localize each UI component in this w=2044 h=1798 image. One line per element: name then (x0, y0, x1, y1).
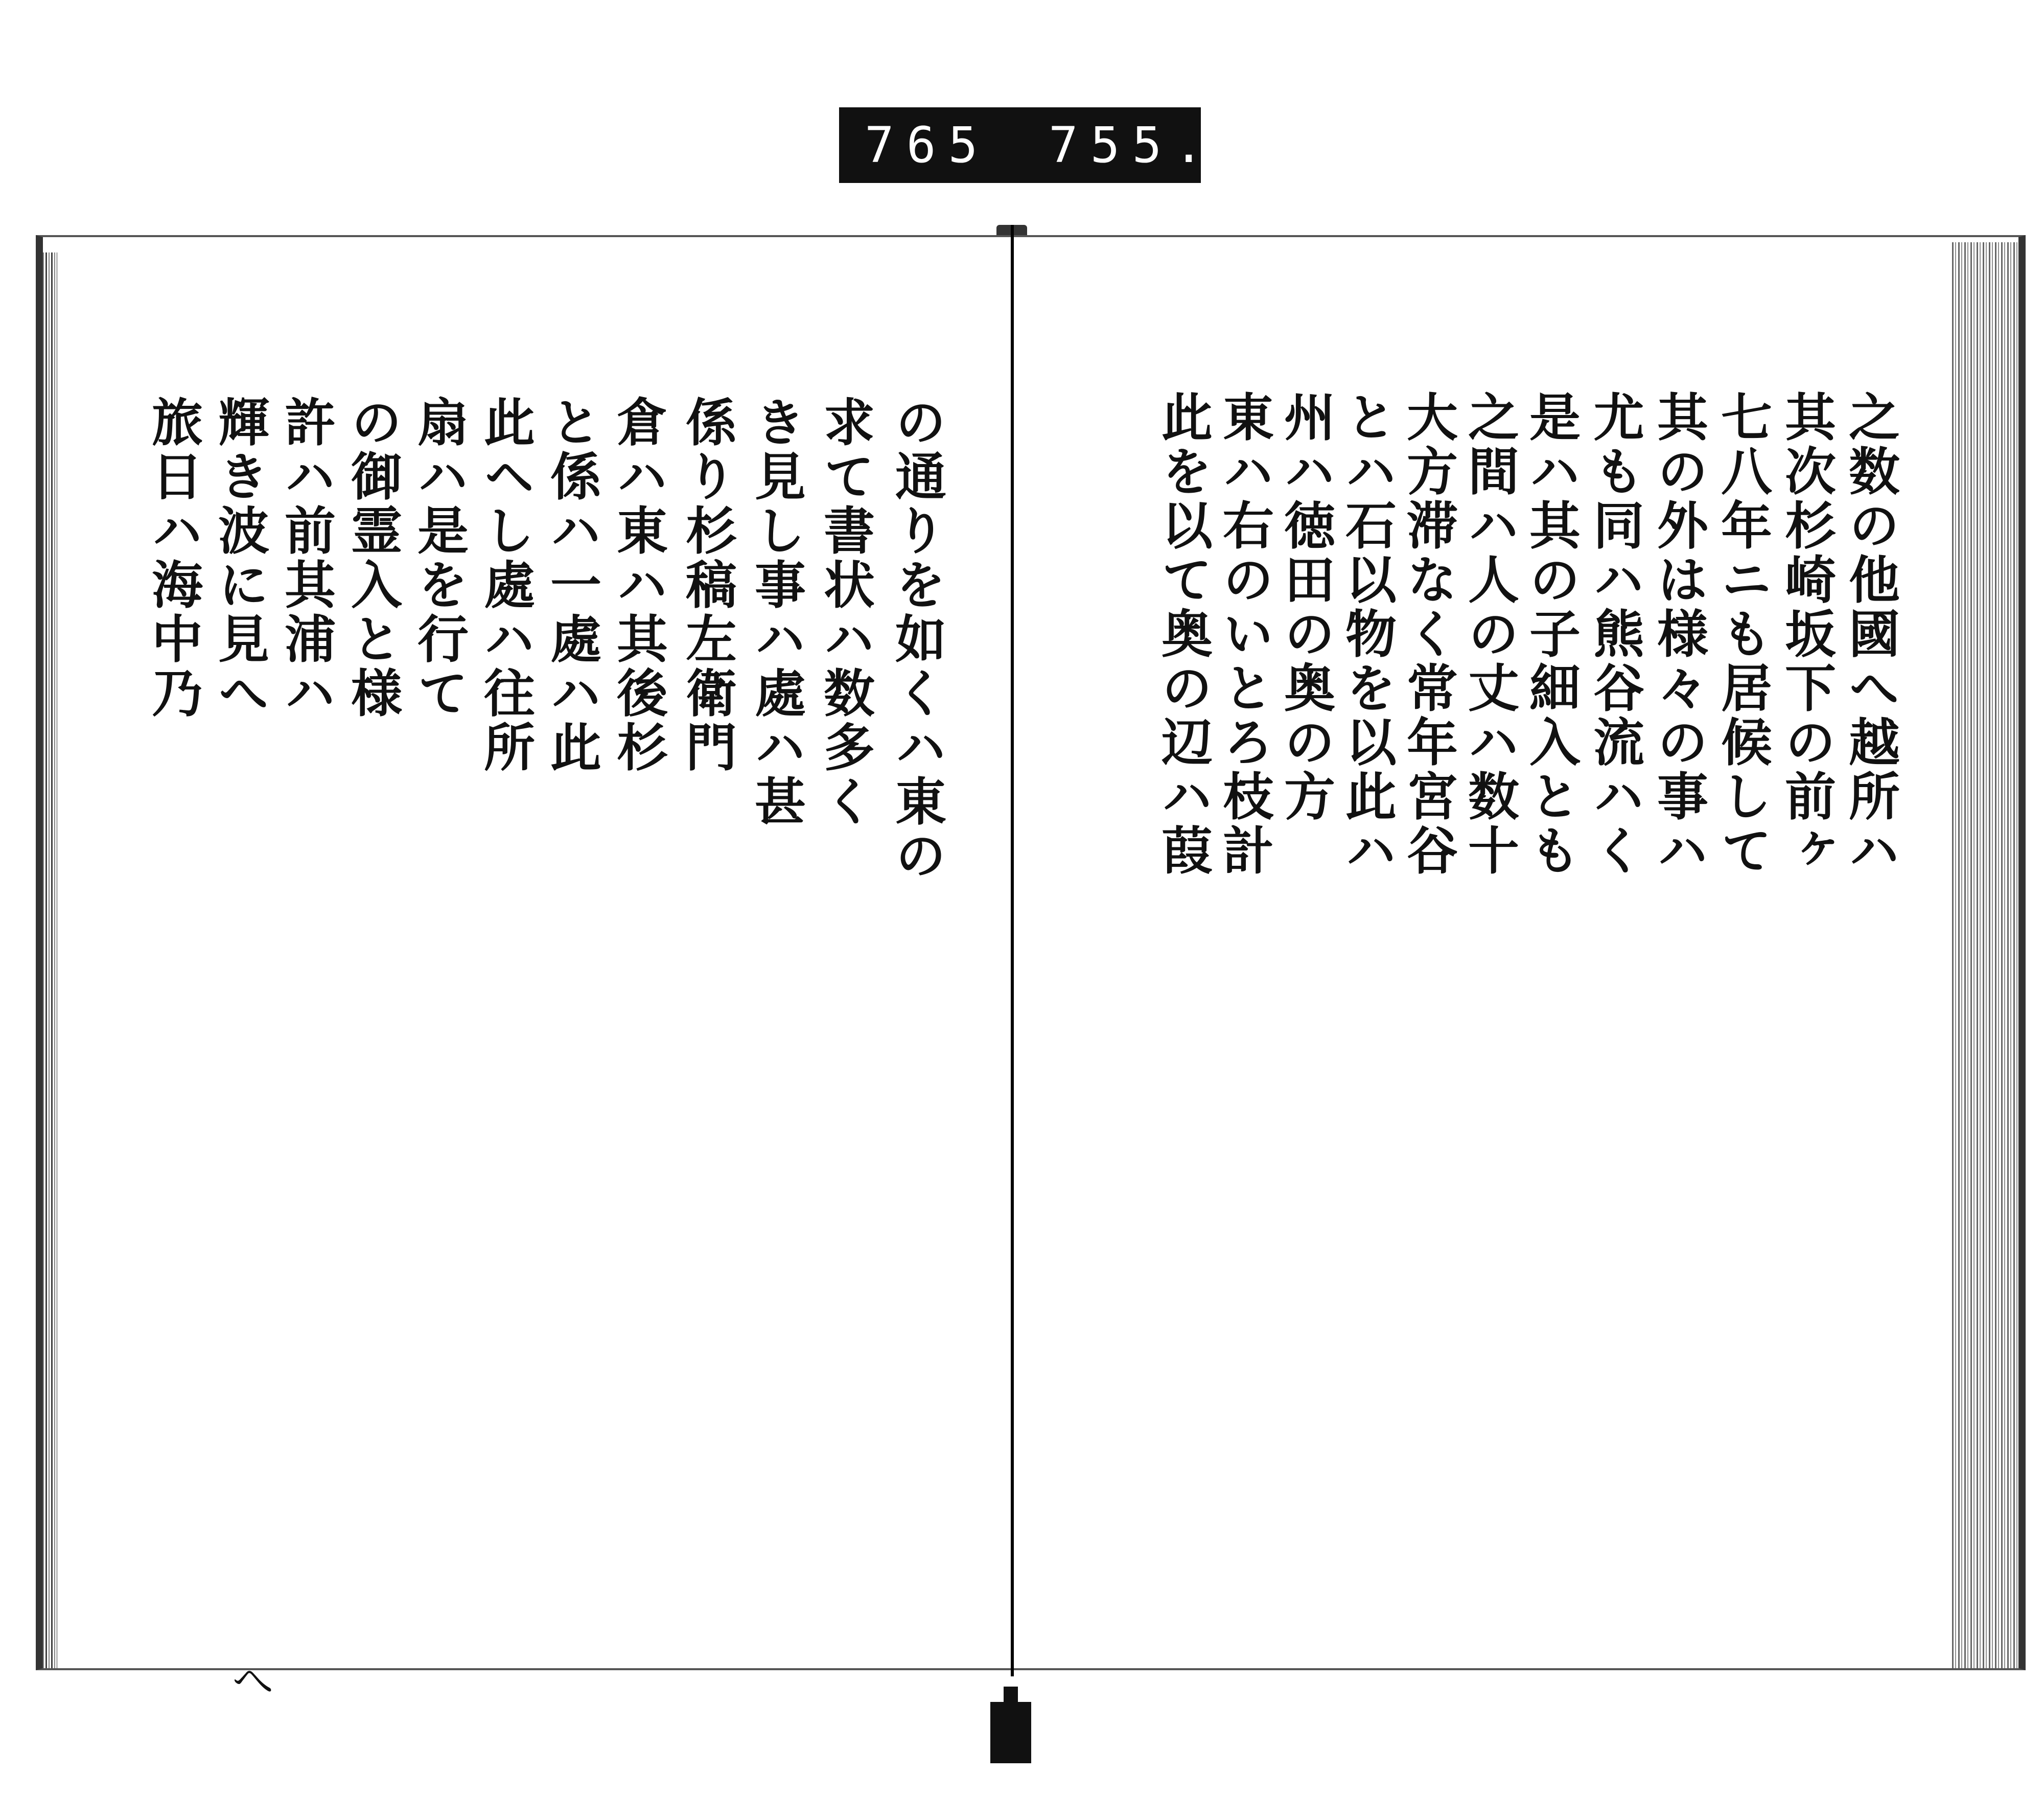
left-text-column: 旅日ハ海中乃 (143, 396, 203, 721)
left-text-column: 此ヘし處ハ往所 (475, 396, 536, 775)
left-text-column: の御霊入と様 (342, 396, 403, 721)
book-gutter (1011, 225, 1014, 1676)
right-text-column: とハ石以物を以此ハ (1337, 390, 1397, 878)
right-text-column: 七八年ニも居候して (1712, 390, 1773, 878)
left-text-column: 係り杉稿左衛門 (677, 396, 737, 775)
right-text-column: 是ハ其の子細入とも (1521, 390, 1581, 878)
right-text-column: 州ハ徳田の奥の方 (1275, 390, 1336, 824)
catalogue-number-primary: 765 (865, 117, 990, 174)
right-page (1014, 235, 2026, 1670)
catalogue-number-label (839, 107, 1216, 183)
right-text-column: 尤も同ハ熊谷流ハく (1585, 390, 1645, 878)
catalogue-number-secondary: 755. (1049, 117, 1216, 174)
left-text-column: き見し事ハ處ハ甚 (746, 396, 806, 829)
left-text-column: 輝き波に見へ (210, 396, 270, 721)
left-page (36, 235, 1016, 1670)
right-text-column: 其の外は様々の事ハ (1648, 390, 1709, 878)
page-corner-mark: へ (233, 1657, 273, 1705)
binding-tab (990, 1702, 1031, 1763)
left-text-column: 倉ハ東ハ其後杉 (608, 396, 668, 775)
left-text-column: 許ハ前其浦ハ (276, 396, 336, 721)
right-text-column: 其次杉崎坂下の前ヶ (1776, 390, 1837, 878)
right-text-column: 之数の他國へ越所ハ (1840, 390, 1900, 878)
right-text-column: 大方滞なく常年宮谷 (1398, 390, 1458, 878)
open-book (36, 225, 2029, 1687)
right-text-column: 之間ハ人の丈ハ数十 (1459, 390, 1520, 878)
right-text-column: 此を以て奥の辺ハ葭 (1153, 390, 1213, 878)
right-text-column: 東ハ右のいとろ枝計 (1214, 390, 1274, 878)
left-text-column: 求て書状ハ数多く (815, 396, 875, 829)
left-text-column: 扇ハ是を行て (409, 396, 469, 721)
left-text-column: の通りを如くハ東の (887, 396, 947, 883)
left-text-column: と係ハ一處ハ此 (542, 396, 602, 775)
right-page-edge (1952, 242, 2024, 1668)
left-page-edge (40, 252, 57, 1668)
